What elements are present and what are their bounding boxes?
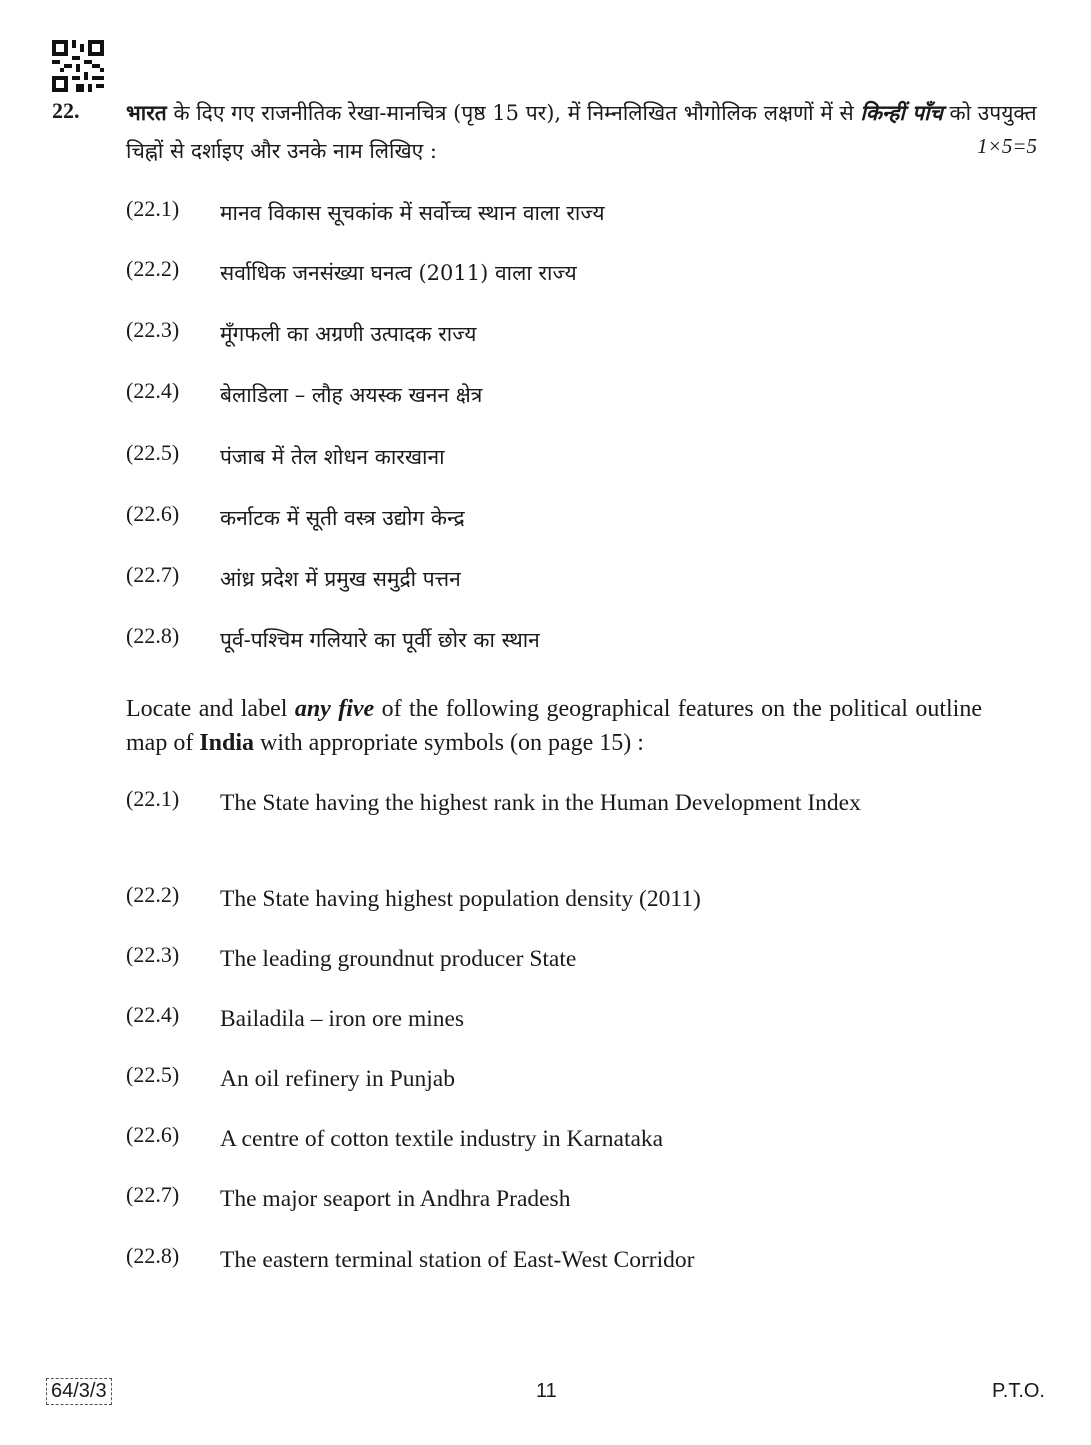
english-item [126, 1002, 980, 1036]
english-instructions [126, 692, 982, 760]
paper-code: 64/3/3 [46, 1378, 112, 1405]
item-number: (22.1) [126, 786, 180, 811]
item-number: (22.7) [126, 1182, 180, 1207]
item-text: मूँगफली का अग्रणी उत्पादक राज्य [220, 322, 477, 346]
hindi-item [126, 562, 980, 596]
please-turn-over: P.T.O. [992, 1380, 1045, 1402]
hindi-item [126, 378, 980, 412]
item-number: (22.8) [126, 623, 180, 648]
item-text: The eastern terminal station of East-West Corridor [220, 1247, 695, 1273]
question-number: 22. [52, 98, 80, 123]
item-number: (22.5) [126, 440, 180, 465]
english-item [126, 942, 980, 976]
item-text: An oil refinery in Punjab [220, 1066, 455, 1092]
english-intro-text-end: with appropriate symbols (on page 15) : [254, 730, 644, 756]
item-number: (22.2) [126, 256, 180, 281]
marks-allocation: 1×5=5 [977, 134, 1037, 158]
hindi-intro-bold: भारत [126, 100, 167, 125]
item-number: (22.3) [126, 317, 180, 342]
english-item [126, 1122, 980, 1156]
hindi-instructions [126, 94, 1038, 170]
item-number: (22.8) [126, 1243, 180, 1268]
english-item [126, 1243, 980, 1277]
english-item [126, 1062, 980, 1096]
english-intro-text: Locate and label [126, 696, 295, 722]
english-item [126, 786, 980, 820]
item-text: Bailadila – iron ore mines [220, 1006, 465, 1032]
item-text: The leading groundnut producer State [220, 946, 577, 972]
item-text: The State having the highest rank in the Human Development Index [220, 790, 861, 816]
item-number: (22.3) [126, 942, 180, 967]
item-number: (22.6) [126, 501, 180, 526]
item-number: (22.7) [126, 562, 180, 587]
item-number: (22.1) [126, 196, 180, 221]
item-number: (22.2) [126, 882, 180, 907]
item-text: बेलाडिला – लौह अयस्क खनन क्षेत्र [220, 383, 483, 407]
hindi-item [126, 317, 980, 351]
hindi-item [126, 196, 980, 230]
item-text: मानव विकास सूचकांक में सर्वोच्च स्थान वाला राज्य [220, 201, 605, 225]
item-text: The State having highest population density (2011) [220, 886, 701, 912]
hindi-item [126, 623, 980, 657]
item-number: (22.5) [126, 1062, 180, 1087]
item-text: A centre of cotton textile industry in Karnataka [220, 1126, 664, 1152]
qr-code-icon [52, 40, 104, 92]
english-intro-emphasis: any five [294, 696, 375, 722]
hindi-item [126, 440, 980, 474]
english-item [126, 1182, 980, 1216]
english-intro-text-mid: of the following geographical features on the political outline map of [126, 696, 983, 756]
page-number: 11 [536, 1380, 557, 1402]
item-text: कर्नाटक में सूती वस्त्र उद्योग केन्द्र [220, 506, 465, 530]
hindi-intro-emphasis: किन्हीं पाँच [860, 100, 943, 125]
item-text: पंजाब में तेल शोधन कारखाना [220, 445, 445, 469]
hindi-intro-text-end: को उपयुक्त चिह्नों से दर्शाइए और उनके नाम लिखिए : [126, 101, 1037, 163]
item-number: (22.4) [126, 1002, 180, 1027]
item-text: सर्वाधिक जनसंख्या घनत्व (2011) वाला राज्य [220, 261, 577, 285]
english-intro-bold: India [199, 730, 255, 756]
item-number: (22.4) [126, 378, 180, 403]
hindi-intro-text: के दिए गए राजनीतिक रेखा-मानचित्र (पृष्ठ 15 पर), में निम्नलिखित भौगोलिक लक्षणों में से [166, 101, 861, 125]
item-text: आंध्र प्रदेश में प्रमुख समुद्री पत्तन [220, 567, 461, 591]
hindi-item [126, 501, 980, 535]
item-text: The major seaport in Andhra Pradesh [220, 1186, 571, 1212]
hindi-item [126, 256, 980, 290]
item-number: (22.6) [126, 1122, 180, 1147]
english-item [126, 882, 980, 916]
item-text: पूर्व-पश्चिम गलियारे का पूर्वी छोर का स्थान [220, 628, 540, 652]
